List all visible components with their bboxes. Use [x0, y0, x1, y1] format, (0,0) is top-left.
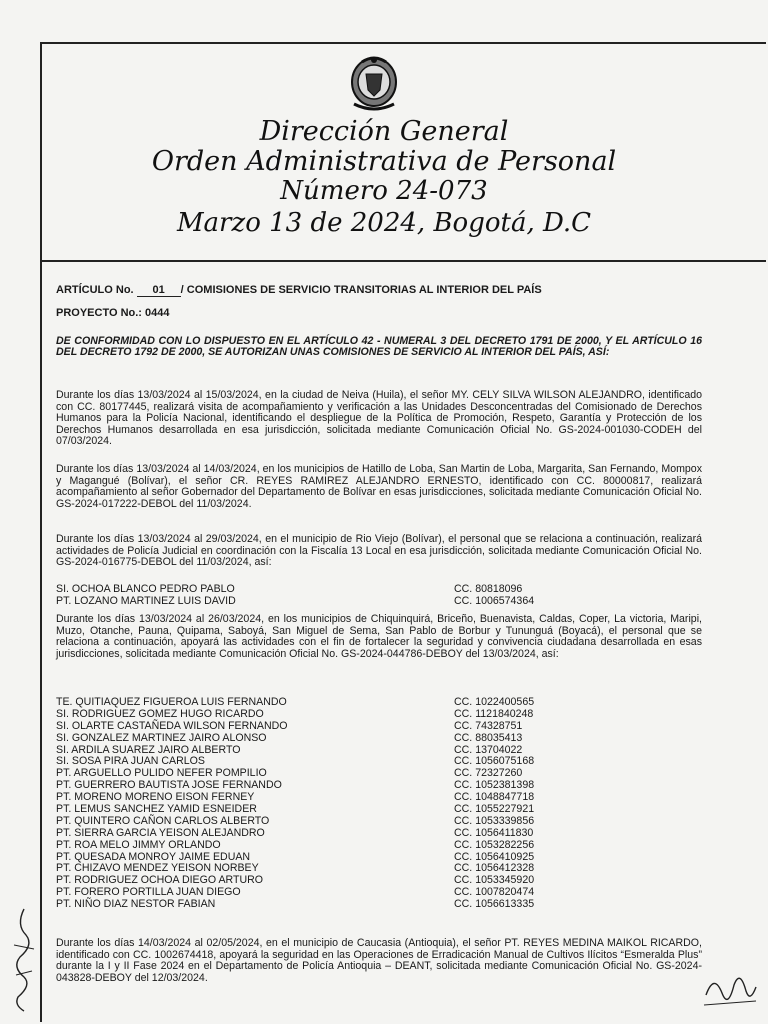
person-cc: CC. 1055227921 [454, 803, 535, 816]
person-cc: CC. 1056412328 [454, 862, 535, 875]
person-name: PT. FORERO PORTILLA JUAN DIEGO [56, 886, 241, 899]
paragraph-1: Durante los días 13/03/2024 al 15/03/2024, en la ciudad de Neiva (Huila), el señor MY. CELY SILVA WILSON ALEJANDRO, identificado con CC. 80177445, realizará visita de acompañamiento y verificación a las Unidades Desconcentradas del Comisionado de Derechos Humanos para la Policía Nacional, identificando el despliegue de la Política de Promoción, Respeto, Garantía y Protección de los Derechos Humanos desarrollada en esa jurisdicción, solicitada mediante Comunicación Oficial No. GS-2024-001030-CODEH del 07/03/2024. [56, 389, 702, 447]
person-cc: CC. 1007820474 [454, 886, 535, 899]
paragraph-4: Durante los días 13/03/2024 al 26/03/2024, en los municipios de Chiquinquirá, Briceño, Buenavista, Caldas, Coper, La victoria, Maripi, Muzo, Otanche, Pauna, Quipama, Saboyá, San Miguel de Sema, San Pablo de Borbur y Tununguá (Boyacá), el personal que se relaciona a continuación, apoyará las actividades con el fin de fortalecer la seguridad y convivencia ciudadana desarrollada en esas jurisdicciones, solicitada mediante Comunicación Oficial No. GS-2024-044786-DEBOY del 13/03/2024, así: [56, 613, 702, 660]
person-name: SI. OCHOA BLANCO PEDRO PABLO [56, 583, 235, 595]
police-crest-icon [342, 52, 406, 116]
paragraph-2: Durante los días 13/03/2024 al 14/03/2024, en los municipios de Hatillo de Loba, San Martin de Loba, Margarita, San Fernando, Mompox y Magangué (Bolívar), el señor CR. REYES RAMIREZ ALEJANDRO ERNESTO, identificado con CC. 80000817, realizará acompañamiento al señor Gobernador del Departamento de Bolívar en esas jurisdicciones, solicitada mediante Comunicación Oficial No. GS-2024-017222-DEBOL del 11/03/2024. [56, 463, 702, 510]
person-name: TE. QUITIAQUEZ FIGUEROA LUIS FERNANDO [56, 696, 287, 708]
person-cc: CC. 1056411830 [454, 826, 534, 839]
list-item [56, 709, 702, 721]
person-name: SI. ARDILA SUAREZ JAIRO ALBERTO [56, 743, 241, 756]
title-fecha: Marzo 13 de 2024, Bogotá, D.C [176, 208, 592, 238]
list-item [56, 721, 702, 733]
person-cc: CC. 1006574364 [454, 594, 535, 607]
person-name: PT. QUESADA MONROY JAIME EDUAN [56, 850, 251, 863]
person-cc: CC. 1048847718 [454, 791, 535, 804]
person-name: PT. LEMUS SANCHEZ YAMID ESNEIDER [56, 803, 257, 816]
list-item [56, 596, 702, 608]
list-item [56, 733, 702, 745]
articulo-title: / COMISIONES DE SERVICIO TRANSITORIAS AL INTERIOR DEL PAÍS [180, 284, 542, 296]
person-name: SI. SOSA PIRA JUAN CARLOS [56, 755, 205, 768]
person-cc: CC. 13704022 [454, 743, 523, 756]
person-name: SI. OLARTE CASTAÑEDA WILSON FERNANDO [56, 719, 288, 732]
personnel-list-1 [56, 584, 702, 608]
title-direccion: Dirección General [259, 116, 509, 147]
person-cc: CC. 1053282256 [454, 838, 535, 851]
person-name: PT. LOZANO MARTINEZ LUIS DAVID [56, 594, 236, 607]
person-cc: CC. 72327260 [454, 767, 523, 780]
person-cc: CC. 1053345920 [454, 874, 535, 887]
handwritten-mark [6, 905, 44, 1015]
person-name: PT. ROA MELO JIMMY ORLANDO [56, 838, 221, 851]
person-name: PT. NIÑO DIAZ NESTOR FABIAN [56, 898, 216, 911]
person-name: SI. GONZALEZ MARTINEZ JAIRO ALONSO [56, 731, 267, 744]
person-name: PT. MORENO MORENO EISON FERNEY [56, 791, 255, 804]
intro-paragraph: DE CONFORMIDAD CON LO DISPUESTO EN EL ARTÍCULO 42 - NUMERAL 3 DEL DECRETO 1791 DE 2000, Y EL ARTÍCULO 16 DEL DECRETO 1792 DE 2000, SE AUTORIZAN UNAS COMISIONES DE SERVICIO AL INTERIOR DEL PAÍS, ASÍ: [56, 335, 702, 359]
person-cc: CC. 1022400565 [454, 696, 535, 708]
person-cc: CC. 74328751 [454, 719, 523, 732]
articulo-line [56, 284, 542, 297]
person-cc: CC. 1121840248 [454, 707, 534, 720]
list-item [56, 840, 702, 852]
handwritten-signature [700, 965, 760, 1015]
person-cc: CC. 1056075168 [454, 755, 535, 768]
person-name: PT. ARGUELLO PULIDO NEFER POMPILIO [56, 767, 267, 780]
person-cc: CC. 1056613335 [454, 898, 535, 911]
person-cc: CC. 1053339856 [454, 814, 535, 827]
person-name: PT. CHIZAVO MENDEZ YEISON NORBEY [56, 862, 259, 875]
person-name: PT. SIERRA GARCIA YEISON ALEJANDRO [56, 826, 265, 839]
person-name: PT. QUINTERO CAÑON CARLOS ALBERTO [56, 814, 270, 827]
title-orden: Orden Administrativa de Personal [151, 146, 617, 177]
person-name: SI. RODRIGUEZ GOMEZ HUGO RICARDO [56, 707, 264, 720]
list-item [56, 828, 702, 840]
person-cc: CC. 1052381398 [454, 779, 535, 792]
articulo-prefix: ARTÍCULO No. [56, 284, 134, 296]
person-name: PT. RODRIGUEZ OCHOA DIEGO ARTURO [56, 874, 263, 887]
title-numero: Número 24-073 [280, 176, 488, 206]
list-item [56, 899, 702, 911]
person-cc: CC. 80818096 [454, 583, 523, 595]
personnel-list-2 [56, 697, 702, 911]
paragraph-5: Durante los días 14/03/2024 al 02/05/2024, en el municipio de Caucasia (Antioquia), el señor PT. REYES MEDINA MAIKOL RICARDO, identificado con CC. 1002674418, apoyará la seguridad en las Operaciones de Erradicación Manual de Cultivos Ilícitos “Esmeralda Plus” durante la I y II Fase 2024 en el Departamento de Policía Antioquia – DEANT, solicitada mediante Comunicación Oficial No. GS-2024-043828-DEBOY del 12/03/2024. [56, 937, 702, 984]
paragraph-3: Durante los días 13/03/2024 al 29/03/2024, en el municipio de Rio Viejo (Bolívar), el personal que se relaciona a continuación, realizará actividades de Policía Judicial en coordinación con la Fiscalía 13 Local en esa jurisdicción, solicitada mediante Comunicación Oficial No. GS-2024-016775-DEBOL del 11/03/2024, así: [56, 533, 702, 568]
articulo-number: 01 [137, 284, 181, 297]
proyecto-number: PROYECTO No.: 0444 [56, 307, 170, 319]
person-cc: CC. 1056410925 [454, 850, 535, 863]
list-item [56, 816, 702, 828]
person-name: PT. GUERRERO BAUTISTA JOSE FERNANDO [56, 779, 282, 792]
person-cc: CC. 88035413 [454, 731, 523, 744]
